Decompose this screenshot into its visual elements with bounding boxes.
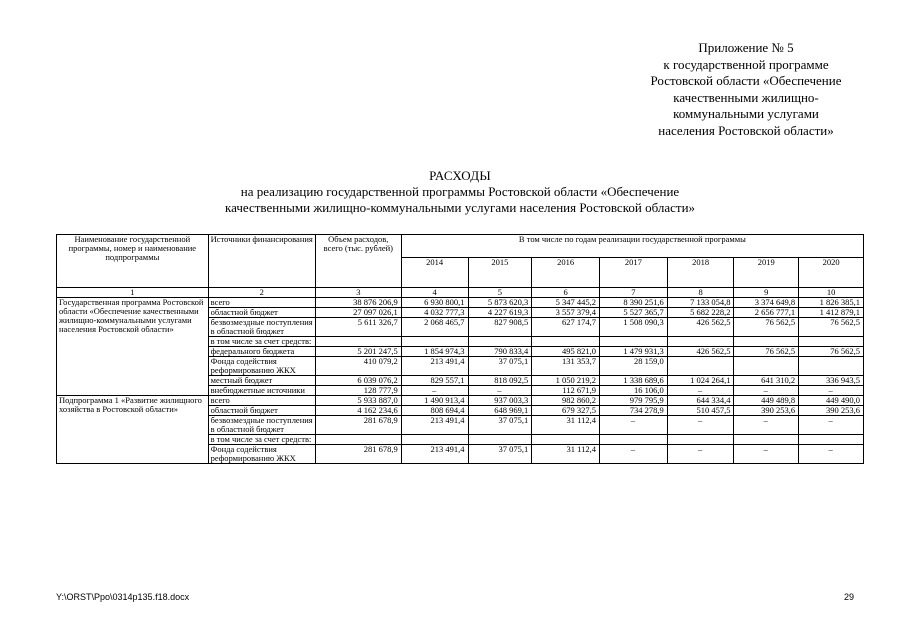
funding-source: Фонда содействия реформированию ЖКХ xyxy=(208,445,315,464)
amount-cell xyxy=(734,357,799,376)
header-name: Наименование государственной программы, номер и наименование подпрограммы xyxy=(57,235,209,288)
amount-cell: 37 075,1 xyxy=(468,357,532,376)
amount-cell: 937 003,3 xyxy=(468,396,532,406)
header-total: Объем расходов, всего (тыс. рублей) xyxy=(315,235,401,288)
amount-cell: 3 374 649,8 xyxy=(734,298,799,308)
amount-cell: 510 457,5 xyxy=(667,406,734,416)
amount-cell: 76 562,5 xyxy=(734,318,799,337)
amount-cell: 27 097 026,1 xyxy=(315,308,401,318)
amount-cell: 449 489,8 xyxy=(734,396,799,406)
title-line-1: на реализацию государственной программы Ростовской области «Обеспечение xyxy=(240,184,680,199)
amount-cell: 7 133 054,8 xyxy=(667,298,734,308)
title-heading: РАСХОДЫ xyxy=(429,168,491,183)
amount-cell: 449 490,0 xyxy=(799,396,864,406)
amount-cell: – xyxy=(734,416,799,435)
header-year: 2018 xyxy=(667,258,734,288)
amount-cell: 213 491,4 xyxy=(401,416,468,435)
amount-cell: 5 933 887,0 xyxy=(315,396,401,406)
amount-cell: 281 678,9 xyxy=(315,416,401,435)
column-number: 3 xyxy=(315,288,401,298)
amount-cell: 1 826 385,1 xyxy=(799,298,864,308)
amount-cell xyxy=(401,337,468,347)
amount-cell: 641 310,2 xyxy=(734,376,799,386)
document-title xyxy=(140,168,780,216)
amount-cell: 818 092,5 xyxy=(468,376,532,386)
appendix-line: населения Ростовской области» xyxy=(658,122,834,138)
amount-cell: 336 943,5 xyxy=(799,376,864,386)
amount-cell xyxy=(734,337,799,347)
amount-cell: 2 068 465,7 xyxy=(401,318,468,337)
amount-cell: 410 079,2 xyxy=(315,357,401,376)
amount-cell: 4 032 777,3 xyxy=(401,308,468,318)
column-number: 9 xyxy=(734,288,799,298)
funding-source: областной бюджет xyxy=(208,406,315,416)
amount-cell: 4 227 619,3 xyxy=(468,308,532,318)
appendix-line: Приложение № 5 xyxy=(698,40,794,55)
amount-cell: 644 334,4 xyxy=(667,396,734,406)
amount-cell: 1 050 219,2 xyxy=(532,376,600,386)
amount-cell xyxy=(532,435,600,445)
amount-cell: 213 491,4 xyxy=(401,357,468,376)
appendix-line: Ростовской области «Обеспечение xyxy=(650,73,842,88)
amount-cell: 38 876 206,9 xyxy=(315,298,401,308)
funding-source: федерального бюджета xyxy=(208,347,315,357)
amount-cell: 37 075,1 xyxy=(468,445,532,464)
amount-cell: 31 112,4 xyxy=(532,445,600,464)
amount-cell: 5 201 247,5 xyxy=(315,347,401,357)
funding-source: внебюджетные источники xyxy=(208,386,315,396)
funding-source: местный бюджет xyxy=(208,376,315,386)
amount-cell: – xyxy=(468,386,532,396)
amount-cell: 76 562,5 xyxy=(799,347,864,357)
amount-cell: 390 253,6 xyxy=(734,406,799,416)
amount-cell: 112 671,9 xyxy=(532,386,600,396)
header-years-group: В том числе по годам реализации государственной программы xyxy=(401,235,863,258)
amount-cell xyxy=(599,337,667,347)
amount-cell: 390 253,6 xyxy=(799,406,864,416)
amount-cell: 426 562,5 xyxy=(667,318,734,337)
funding-source: безвозмездные поступления в областной бюджет xyxy=(208,416,315,435)
funding-source: безвозмездные поступления в областной бюджет xyxy=(208,318,315,337)
funding-source: Фонда содействия реформированию ЖКХ xyxy=(208,357,315,376)
amount-cell: – xyxy=(799,445,864,464)
amount-cell: 1 338 689,6 xyxy=(599,376,667,386)
amount-cell: 5 682 228,2 xyxy=(667,308,734,318)
appendix-line: к государственной программе xyxy=(663,56,829,72)
amount-cell: 76 562,5 xyxy=(799,318,864,337)
column-number: 4 xyxy=(401,288,468,298)
header-year: 2015 xyxy=(468,258,532,288)
funding-source: всего xyxy=(208,298,315,308)
amount-cell: – xyxy=(401,386,468,396)
funding-source: всего xyxy=(208,396,315,406)
amount-cell: 2 656 777,1 xyxy=(734,308,799,318)
amount-cell: 1 490 913,4 xyxy=(401,396,468,406)
amount-cell: 979 795,9 xyxy=(599,396,667,406)
amount-cell xyxy=(468,435,532,445)
header-year: 2020 xyxy=(799,258,864,288)
appendix-line: качественными жилищно- xyxy=(673,89,819,105)
amount-cell: 281 678,9 xyxy=(315,445,401,464)
header-year: 2017 xyxy=(599,258,667,288)
amount-cell: 679 327,5 xyxy=(532,406,600,416)
amount-cell: 3 557 379,4 xyxy=(532,308,600,318)
amount-cell: 6 930 800,1 xyxy=(401,298,468,308)
amount-cell: 790 833,4 xyxy=(468,347,532,357)
appendix-line: коммунальными услугами xyxy=(673,106,819,121)
amount-cell xyxy=(799,357,864,376)
amount-cell: – xyxy=(799,386,864,396)
amount-cell: – xyxy=(734,386,799,396)
amount-cell: 4 162 234,6 xyxy=(315,406,401,416)
amount-cell: 37 075,1 xyxy=(468,416,532,435)
amount-cell xyxy=(599,435,667,445)
amount-cell: – xyxy=(667,416,734,435)
amount-cell: 16 106,0 xyxy=(599,386,667,396)
amount-cell xyxy=(315,337,401,347)
amount-cell: 829 557,1 xyxy=(401,376,468,386)
amount-cell xyxy=(667,435,734,445)
column-number: 1 xyxy=(57,288,209,298)
amount-cell: 1 854 974,3 xyxy=(401,347,468,357)
amount-cell: 627 174,7 xyxy=(532,318,600,337)
amount-cell: 1 479 931,3 xyxy=(599,347,667,357)
amount-cell: 76 562,5 xyxy=(734,347,799,357)
amount-cell: 128 777,9 xyxy=(315,386,401,396)
amount-cell: 982 860,2 xyxy=(532,396,600,406)
program-name: Подпрограмма 1 «Развитие жилищного хозяйства в Ростовской области» xyxy=(57,396,209,464)
amount-cell xyxy=(401,435,468,445)
amount-cell: 5 347 445,2 xyxy=(532,298,600,308)
header-year: 2016 xyxy=(532,258,600,288)
amount-cell: 31 112,4 xyxy=(532,416,600,435)
amount-cell: 1 412 879,1 xyxy=(799,308,864,318)
appendix-header xyxy=(600,40,892,139)
amount-cell: 426 562,5 xyxy=(667,347,734,357)
column-numbers-row xyxy=(57,288,864,298)
expenditure-table xyxy=(56,234,864,464)
amount-cell: – xyxy=(667,445,734,464)
amount-cell: 827 908,5 xyxy=(468,318,532,337)
amount-cell: 5 611 326,7 xyxy=(315,318,401,337)
footer-page-number: 29 xyxy=(844,592,855,602)
amount-cell: – xyxy=(734,445,799,464)
title-line-2: качественными жилищно-коммунальными услугами населения Ростовской области» xyxy=(224,200,696,215)
amount-cell: 28 159,0 xyxy=(599,357,667,376)
header-year: 2014 xyxy=(401,258,468,288)
amount-cell: 1 024 264,1 xyxy=(667,376,734,386)
amount-cell: 6 039 076,2 xyxy=(315,376,401,386)
amount-cell: 5 527 365,7 xyxy=(599,308,667,318)
column-number: 2 xyxy=(208,288,315,298)
table-row xyxy=(57,298,864,308)
amount-cell: 131 353,7 xyxy=(532,357,600,376)
amount-cell xyxy=(468,337,532,347)
header-source: Источники финансирования xyxy=(208,235,315,288)
amount-cell: 8 390 251,6 xyxy=(599,298,667,308)
amount-cell xyxy=(315,435,401,445)
amount-cell: 1 508 090,3 xyxy=(599,318,667,337)
amount-cell xyxy=(667,337,734,347)
amount-cell: 213 491,4 xyxy=(401,445,468,464)
funding-source: в том числе за счет средств: xyxy=(208,337,315,347)
amount-cell xyxy=(799,337,864,347)
amount-cell: 495 821,0 xyxy=(532,347,600,357)
amount-cell: – xyxy=(667,386,734,396)
column-number: 5 xyxy=(468,288,532,298)
header-year: 2019 xyxy=(734,258,799,288)
amount-cell: 5 873 620,3 xyxy=(468,298,532,308)
column-number: 7 xyxy=(599,288,667,298)
amount-cell: – xyxy=(599,445,667,464)
funding-source: в том числе за счет средств: xyxy=(208,435,315,445)
header-row xyxy=(57,235,864,258)
amount-cell: 734 278,9 xyxy=(599,406,667,416)
amount-cell xyxy=(734,435,799,445)
program-name: Государственная программа Ростовской области «Обеспечение качественными жилищно-коммунальными услугами населения Ростовской области» xyxy=(57,298,209,396)
amount-cell: – xyxy=(599,416,667,435)
amount-cell xyxy=(667,357,734,376)
footer-file-path: Y:\ORST\Ppo\0314p135.f18.docx xyxy=(56,592,190,602)
funding-source: областной бюджет xyxy=(208,308,315,318)
table-row xyxy=(57,396,864,406)
amount-cell: – xyxy=(799,416,864,435)
amount-cell xyxy=(532,337,600,347)
amount-cell: 648 969,1 xyxy=(468,406,532,416)
amount-cell: 808 694,4 xyxy=(401,406,468,416)
column-number: 6 xyxy=(532,288,600,298)
amount-cell xyxy=(799,435,864,445)
column-number: 10 xyxy=(799,288,864,298)
column-number: 8 xyxy=(667,288,734,298)
